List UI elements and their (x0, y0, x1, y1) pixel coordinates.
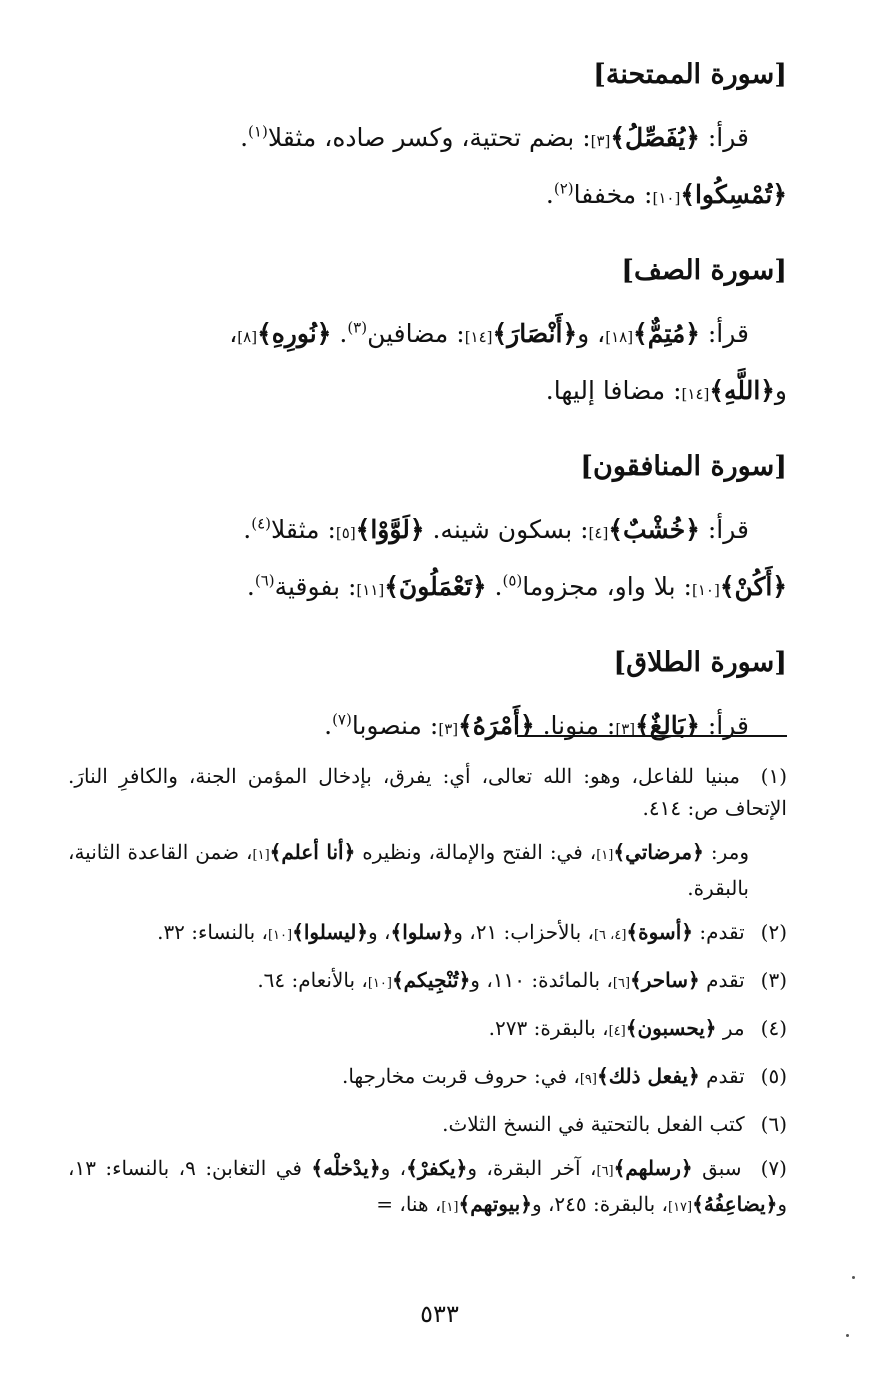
footnote-3: (٣) تقدم ﴿ساحر﴾[٦]، بالمائدة: ١١٠، و﴿تُنْجِيكم﴾[١٠]، بالأنعام: ٦٤. (68, 964, 787, 1000)
footnote-number: (٣) (760, 968, 787, 992)
quran-word: ﴿بيوتهم﴾ (458, 1192, 532, 1216)
verse-ref: [٤، ٦] (593, 928, 627, 943)
surah-title: [سورة المنافقون] (580, 451, 787, 482)
quran-word: ﴿تُمْسِكُوا﴾ (680, 180, 787, 209)
quran-word: ﴿يضاعِفُهُ﴾ (692, 1192, 778, 1216)
surah-title: [سورة الممتحنة] (593, 59, 787, 90)
quran-word: ﴿ليسلوا﴾ (292, 920, 369, 944)
verse-ref: [١٠] (267, 928, 293, 943)
footnote-separator (517, 735, 787, 737)
verse-ref: [٣] (438, 720, 459, 738)
verse-ref: [١٠] (367, 976, 392, 991)
verse-ref: [٩] (579, 1072, 597, 1087)
quran-word: ﴿يدْخلْه﴾ (311, 1156, 381, 1180)
verse-ref: [٤] (608, 1024, 626, 1039)
quran-word: ﴿أَمْرَهُ﴾ (458, 711, 535, 740)
page-number: ٥٣٣ (420, 1300, 459, 1328)
reading-line: قرأ: ﴿بَالِغٌ﴾[٣]: منونا. ﴿أَمْرَهُ﴾[٣]: منصوبا$^{(٧)}$. (324, 710, 749, 740)
verse-ref: [٤] (588, 524, 609, 542)
quran-word: ﴿أَنْصَارَ﴾ (492, 319, 578, 348)
scan-speck (846, 1334, 849, 1337)
quran-word: ﴿تَعْمَلُونَ﴾ (384, 572, 487, 601)
quran-word: ﴿أَكُنْ﴾ (719, 572, 787, 601)
reading-line: و﴿اللَّهِ﴾[١٤]: مضافا إليها. (545, 376, 787, 405)
verse-ref: [١١] (356, 581, 385, 599)
reading-line: ﴿تُمْسِكُوا﴾[١٠]: مخففا$^{(٢)}$. (545, 179, 787, 209)
footnote-marker[interactable]: (٥) (502, 571, 523, 590)
reading-line: قرأ: ﴿مُتِمٌّ﴾[١٨]، و﴿أَنْصَارَ﴾[١٤]: مضافين$^{(٣)}$. ﴿نُورِهِ﴾[٨]، (229, 318, 749, 348)
verse-ref: [١٠] (652, 189, 681, 207)
footnote-marker[interactable]: (٤) (251, 514, 272, 533)
surah-saff (68, 251, 787, 421)
footnote-number: (٦) (760, 1112, 787, 1136)
verse-ref: [١٨] (605, 328, 634, 346)
quran-word: ﴿مرضاتي﴾ (613, 840, 704, 864)
surah-title: [سورة الطلاق] (613, 647, 787, 678)
footnote-marker[interactable]: (٢) (553, 179, 574, 198)
quran-word: ﴿يُفَصِّلُ﴾ (610, 123, 700, 152)
surah-munafiqun (68, 447, 787, 617)
verse-ref: [١٤] (464, 328, 493, 346)
quran-word: ﴿يكفرْ﴾ (406, 1156, 468, 1180)
quran-word: ﴿نُورِهِ﴾ (257, 319, 332, 348)
footnote-marker[interactable]: (١) (248, 122, 268, 141)
footnote-number: (٢) (760, 920, 787, 944)
footnote-4: (٤) مر ﴿يحسبون﴾[٤]، بالبقرة: ٢٧٣. (68, 1012, 787, 1048)
quran-word: ﴿اللَّهِ﴾ (709, 376, 775, 405)
footnote-1-cont: ومر: ﴿مرضاتي﴾[١]، في: الفتح والإمالة، ونظيره ﴿أنا أعلم﴾[١]، ضمن القاعدة الثانية، بالبقرة. (68, 840, 749, 900)
scan-speck (852, 1276, 855, 1279)
reading-line: ﴿أَكُنْ﴾[١٠]: بلا واو، مجزوما$^{(٥)}$. ﴿تَعْمَلُونَ﴾[١١]: بفوقية$^{(٦)}$. (246, 571, 787, 601)
surah-mumtahanah (68, 55, 787, 225)
quran-word: ﴿مُتِمٌّ﴾ (633, 319, 700, 348)
quran-word: ﴿رسلهم﴾ (613, 1156, 693, 1180)
verse-ref: [١٧] (667, 1200, 693, 1215)
footnote-number: (٥) (760, 1064, 787, 1088)
footnote-5: (٥) تقدم ﴿يفعل ذلك﴾[٩]، في: حروف قربت مخارجها. (68, 1060, 787, 1096)
verse-ref: [١] (441, 1200, 459, 1215)
quran-word: ﴿يحسبون﴾ (625, 1016, 717, 1040)
verse-ref: [١٤] (681, 385, 710, 403)
quran-word: ﴿ساحر﴾ (630, 968, 700, 992)
quran-word: ﴿بَالِغٌ﴾ (635, 711, 700, 740)
footnote-marker[interactable]: (٧) (332, 710, 352, 729)
quran-word: ﴿خُشْبٌ﴾ (608, 515, 700, 544)
quran-word: ﴿سلوا﴾ (390, 920, 454, 944)
footnote-number: (١) (760, 764, 787, 788)
verse-ref: [٥] (335, 524, 356, 542)
verse-ref: [١] (252, 848, 270, 863)
verse-ref: [٦] (596, 1164, 614, 1179)
verse-ref: [٣] (615, 720, 636, 738)
footnote-number: (٧) (760, 1156, 787, 1180)
quran-word: ﴿لَوَّوْا﴾ (355, 515, 425, 544)
footnote-marker[interactable]: (٦) (254, 571, 275, 590)
verse-ref: [١] (596, 848, 614, 863)
footnote-marker[interactable]: (٣) (347, 318, 368, 337)
verse-ref: [٨] (237, 328, 258, 346)
main-text (68, 55, 787, 782)
reading-line: قرأ: ﴿خُشْبٌ﴾[٤]: بسكون شينه. ﴿لَوَّوْا﴾[٥]: مثقلا$^{(٤)}$. (243, 514, 749, 544)
surah-title: [سورة الصف] (621, 255, 787, 286)
verse-ref: [٣] (590, 132, 611, 150)
quran-word: ﴿يفعل ذلك﴾ (596, 1064, 700, 1088)
verse-ref: [١٠] (691, 581, 720, 599)
footnote-1: (١) مبنيا للفاعل، وهو: الله تعالى، أي: يفرق، بإدخال المؤمن الجنة، والكافرِ النارَ. الإتحاف ص: ٤١٤. (68, 760, 787, 824)
quran-word: ﴿تُنْجِيكم﴾ (391, 968, 471, 992)
reading-line: قرأ: ﴿يُفَصِّلُ﴾[٣]: بضم تحتية، وكسر صاده، مثقلا$^{(١)}$. (240, 122, 749, 152)
footnote-number: (٤) (760, 1016, 787, 1040)
footnote-7: (٧) سبق ﴿رسلهم﴾[٦]، آخر البقرة، و﴿يكفرْ﴾، و﴿يدْخلْه﴾ في التغابن: ٩، بالنساء: ١٣، و﴿يضاعِفُهُ﴾[١٧]، بالبقرة: ٢٤٥، و﴿بيوتهم﴾[١]، هنا، = (68, 1152, 787, 1224)
quran-word: ﴿أسوة﴾ (626, 920, 693, 944)
footnote-6: (٦) كتب الفعل بالتحتية في النسخ الثلاث. (68, 1108, 787, 1140)
quran-word: ﴿أنا أعلم﴾ (269, 840, 356, 864)
surah-talaq (68, 643, 787, 756)
footnote-2: (٢) تقدم: ﴿أسوة﴾[٤، ٦]، بالأحزاب: ٢١، و﴿سلوا﴾، و﴿ليسلوا﴾[١٠]، بالنساء: ٣٢. (68, 916, 787, 952)
verse-ref: [٦] (612, 976, 631, 991)
footnotes (68, 760, 787, 1236)
